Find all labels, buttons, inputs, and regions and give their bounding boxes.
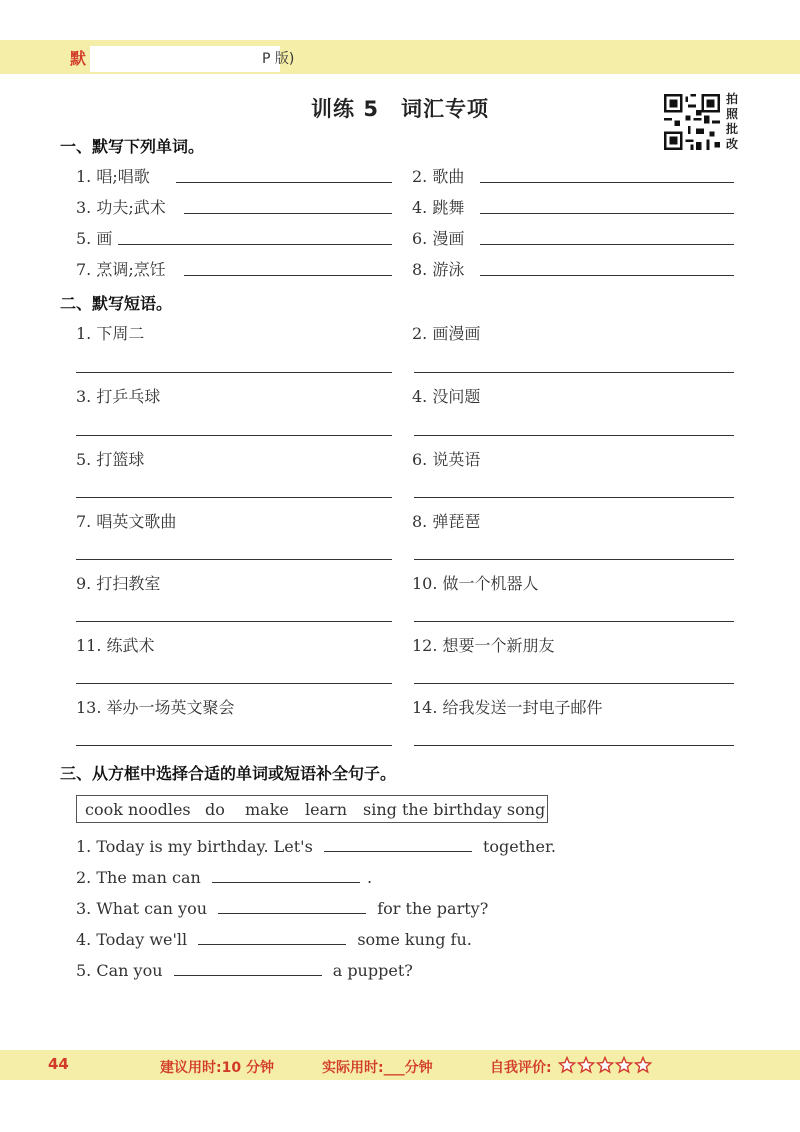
phrase-item: 8. 弹琵琶: [412, 512, 481, 531]
sentence-text: 5. Can you: [76, 961, 163, 980]
star-icon[interactable]: [559, 1058, 574, 1072]
qr-caption-char: 拍: [726, 92, 739, 106]
sentence-text: some kung fu.: [357, 930, 472, 949]
sentence-blank[interactable]: [324, 838, 472, 852]
qr-caption-char: 批: [726, 122, 739, 136]
answer-line[interactable]: [414, 683, 734, 684]
answer-line[interactable]: [176, 182, 392, 183]
word-item: 5. 画: [76, 229, 113, 248]
answer-line[interactable]: [76, 372, 392, 373]
star-icon[interactable]: [635, 1058, 650, 1072]
phrase-item: 13. 举办一场英文聚会: [76, 698, 235, 717]
sentence-text: a puppet?: [332, 961, 413, 980]
sentence-item: [76, 837, 556, 856]
answer-line[interactable]: [76, 497, 392, 498]
word-bank-item: do: [205, 800, 225, 819]
answer-line[interactable]: [76, 435, 392, 436]
answer-line[interactable]: [414, 745, 734, 746]
phrase-item: 3. 打乒乓球: [76, 387, 161, 406]
sentence-blank[interactable]: [198, 931, 346, 945]
answer-line[interactable]: [184, 213, 392, 214]
word-bank-item: learn: [305, 800, 348, 819]
answer-line[interactable]: [414, 435, 734, 436]
page-number: 44: [48, 1055, 69, 1073]
sentence-text: together.: [482, 837, 556, 856]
answer-line[interactable]: [414, 621, 734, 622]
word-item: 1. 唱;唱歌: [76, 167, 150, 186]
answer-line[interactable]: [480, 275, 734, 276]
word-item: 8. 游泳: [412, 260, 465, 279]
answer-line[interactable]: [480, 244, 734, 245]
word-bank-item: sing the birthday song: [363, 800, 546, 819]
qr-caption-char: 改: [726, 137, 739, 151]
qr-code-icon[interactable]: [664, 94, 720, 150]
sentence-blank[interactable]: [218, 900, 366, 914]
qr-caption: [726, 92, 742, 152]
word-bank-box: [76, 795, 548, 823]
phrase-item: 9. 打扫教室: [76, 574, 161, 593]
sentence-text: 3. What can you: [76, 899, 208, 918]
answer-line[interactable]: [414, 497, 734, 498]
phrase-item: 14. 给我发送一封电子邮件: [412, 698, 603, 717]
phrase-item: 10. 做一个机器人: [412, 574, 539, 593]
answer-line[interactable]: [414, 372, 734, 373]
phrase-item: 6. 说英语: [412, 450, 481, 469]
word-bank-item: make: [245, 800, 289, 819]
answer-line[interactable]: [414, 559, 734, 560]
sentence-item: [76, 961, 413, 980]
star-icon[interactable]: [616, 1058, 631, 1072]
sentence-blank[interactable]: [212, 869, 360, 883]
sentence-text: 1. Today is my birthday. Let's: [76, 837, 313, 856]
phrase-item: 2. 画漫画: [412, 324, 481, 343]
redaction-mask: [90, 46, 280, 72]
rating-stars[interactable]: [558, 1056, 658, 1074]
phrase-item: 7. 唱英文歌曲: [76, 512, 177, 531]
word-item: 6. 漫画: [412, 229, 465, 248]
word-bank-item: cook noodles: [85, 800, 191, 819]
sentence-text: 2. The man can: [76, 868, 201, 887]
word-item: 4. 跳舞: [412, 198, 465, 217]
phrase-item: 11. 练武术: [76, 636, 155, 655]
phrase-item: 1. 下周二: [76, 324, 145, 343]
edition-label: P 版): [262, 51, 295, 67]
sentence-item: [76, 868, 372, 887]
page-title: 训练 5 词汇专项: [311, 97, 489, 121]
series-label: 默: [70, 49, 87, 68]
word-item: 2. 歌曲: [412, 167, 465, 186]
phrase-item: 4. 没问题: [412, 387, 481, 406]
sentence-blank[interactable]: [174, 962, 322, 976]
answer-line[interactable]: [76, 559, 392, 560]
section2-heading: 二、默写短语。: [60, 294, 173, 313]
sentence-item: [76, 899, 488, 918]
sentence-text: 4. Today we'll: [76, 930, 188, 949]
phrase-item: 5. 打篮球: [76, 450, 145, 469]
star-icon[interactable]: [578, 1058, 593, 1072]
actual-time: 实际用时:___分钟: [322, 1060, 433, 1076]
sentence-item: [76, 930, 472, 949]
suggested-time: 建议用时:10 分钟: [160, 1060, 274, 1076]
word-item: 7. 烹调;烹饪: [76, 260, 166, 279]
qr-caption-char: 照: [726, 107, 739, 121]
self-eval-label: 自我评价:: [490, 1060, 552, 1076]
answer-line[interactable]: [480, 182, 734, 183]
answer-line[interactable]: [76, 745, 392, 746]
answer-line[interactable]: [184, 275, 392, 276]
word-item: 3. 功夫;武术: [76, 198, 166, 217]
answer-line[interactable]: [480, 213, 734, 214]
answer-line[interactable]: [76, 621, 392, 622]
answer-line[interactable]: [76, 683, 392, 684]
sentence-text: for the party?: [377, 899, 489, 918]
section1-heading: 一、默写下列单词。: [60, 137, 205, 156]
star-icon[interactable]: [597, 1058, 612, 1072]
phrase-item: 12. 想要一个新朋友: [412, 636, 555, 655]
section3-heading: 三、从方框中选择合适的单词或短语补全句子。: [60, 764, 397, 783]
answer-line[interactable]: [118, 244, 392, 245]
sentence-text: .: [366, 868, 373, 887]
